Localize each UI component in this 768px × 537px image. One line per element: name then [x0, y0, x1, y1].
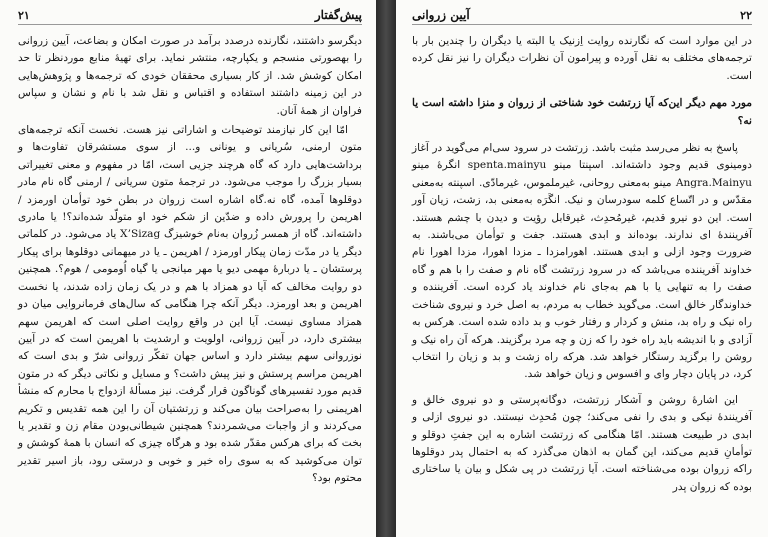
paragraph: این اشارهٔ روشن و آشکار زرتشت، دوگانه‌پرستی و دو نیروی خالق و آفرینندهٔ نیکی و بدی را نفی می‌کند؛ چون مُحدِث نیستند. دو نیروی ازلی و ابدی در طبیعت هستند. امّا هنگامی که زرتشت اشاره به این جفتِ دوقلو و توأمانِ قدیم می‌کند، این گمان به اذهان می‌گذرد که به احتمال پدر دوقلوها راکه زروان بوده می‌شناخته است. آیا زرتشت در پی شکل و بیان یا ساختاری بوده که زروان پدر [412, 393, 752, 493]
right-page [396, 0, 768, 537]
running-title: آیین زروانی [412, 8, 470, 22]
page-number: ۲۱ [18, 8, 30, 22]
paragraph: دیگرسو داشتند، نگارنده درصدد برآمد در صورت امکان و بضاعت، آیین زروانی را بهصورتی منسجم و یکپارچه، منتشر نماید. برای تهیهٔ منابع موردنظر تا حد امکان کوشش شد. از کار بسیاری محققان خودی که ترجمه‌ها و پژوهش‌هایی در این زمینه داشتند استفاده و اقتباس و نقل شد با نام و نشان و سپاس فراوان از همهٔ آنان. [18, 35, 362, 117]
right-page-header [412, 6, 752, 25]
paragraph: امّا این کار نیازمند توضیحات و اشاراتی نیز هست. نخست آنکه ترجمه‌های متون ارمنی، سُریانی و یونانی و... از سوی مستشرقان تفاوت‌ها و برداشت‌هایی دارد که گاه هرچند جزیی است، امّا در مفهوم و معنی تغییراتی بسیار بزرگ را موجب می‌شود. در ترجمهٔ متون سریانی / ارمنی گاه نام مادر دوقلوها آمده، گاه نه.گاه اشاره است زروان در بطن خود تو‌أمان اورمزد / اهریمن را پرورش داده و ضدّین از شکم خود او متولّد شده‌اند؟! یا مادری داشته‌اند. گاه از همسر زُروان به‌نام خوشیزگ X’Sizag یاد می‌شود. در کلماتی دیگر یا در مدّت زمان پیکار اورمزد / اهریمن ـ یا در میهمانی دوقلوها برای پیکار پرستشان ـ یا دربارهٔ مهمی دیو یا مهر میانجی یا گیاه اُومومی / هوم؟. همچنین دو روایت مخالف که آیا دو همزاد با هم و در یک زمان زاده شدند، یا نخست اهریمن و بعد اورمزد. دیگر آنکه چرا هنگامی که سال‌های فرمانروایی میان دو همزاد مساوی نیست. آیا این در واقع روایت اصلی است که اهریمن سهم بیشتری دارد، در آیین زروانی، اولویت و ارشدیت با اهریمن است که در آیین نوزروانی سهم بیشتر دارد و اساس جهان تفکّر زروانی شرّ و بدی است که اهریمن مراسم پرستش و نیز پیش داشت؟ و مسایل و نکاتی دیگر که در متون قدیم مورد تفسیرهای گوناگون قرار گرفت. نیز مسألهٔ ازدواج با محارم که منشأ اهریمنی را به‌صراحت بیان می‌کند و زرتشتیان آن را این همه تقدیس و تکریم می‌کردند و از واجبات می‌شمردند؟ همچنین شیطانی‌بودن مقام زن و تقدیر یا بخت که برای هرکس مقدّر شده بود و هرگاه چیزی که انسان با همهٔ کوشش و توان می‌کوشید که به سوی راه خیر و خوبی و درستی رود، باز اسیر تقدیر محتوم بود؟ [18, 124, 362, 485]
paragraph: در این موارد است که نگارنده روایت اِزنیک یا البته یا دیگران را چندین بار با ترجمه‌های مختلف به نقل آورده و پیرامون آن نظرات دیگران را نیز نقل کرده است. [412, 35, 752, 82]
running-title: پیش‌گفتار [314, 8, 362, 22]
left-page-header [18, 6, 362, 25]
paragraph: پاسخ به نظر می‌رسد مثبت باشد. زرتشت در سرود سی‌ام می‌گوید در آغاز دومینوی قدیم وجود داشته‌اند. اسپنتا مینو spenta.mainyu انگرهٔ مینو Angra.Mainyu مینو به‌معنی روحانی، غیرملموس، غیرمادّی. اسپنته به‌معنی مقدّس و در اتّساع کلمه سودرسان و نیک. انگَرَه به‌معنی بد، زشت، زیان آور است. این دو نیرو قدیم، غیرمُحدِث، غیرقابل رؤیت و دیدن با چشم هستند. آفرینندهٔ ای ندارند. بوده‌اند و ابدی هستند. جفت و توأمان می‌باشند. به ضرورت وجود ازلی و ابدی هستند. اهورامزدا ـ مزدا اهورا، مزدا اهورا نام خداوند آفریننده می‌باشد که در سرود زرتشت گاه نام و صفت را با هم و گاه صفت را به تنهایی یا با هم به‌جای نام خداوند یاد کرده است. آفریننده و خداوندگار خالق است. می‌گوید خطاب به مردم، به اصل خرد و نیروی شناخت راه نیک و راه بد، منش و کردار و رفتار خوب و بد داده شده است. هرکس به آزادی و با اندیشه باید راه خود را که زن و چه مرد برگزیند. هرکه آن راه نیک و روشن را برگزید رستگار خواهد شد. هرکه راه زشت و بد و زیان را انتخاب کرد، در پایان دچار وای و افسوس و زیان خواهد شد. [412, 142, 752, 381]
page-number: ۲۲ [740, 8, 752, 22]
left-page [0, 0, 376, 537]
question-paragraph: مورد مهم دیگر این‌که آیا زرتشت خود شناختی از زروان و منزا داشته است یا نه؟ [412, 97, 752, 127]
book-gutter [376, 0, 396, 537]
